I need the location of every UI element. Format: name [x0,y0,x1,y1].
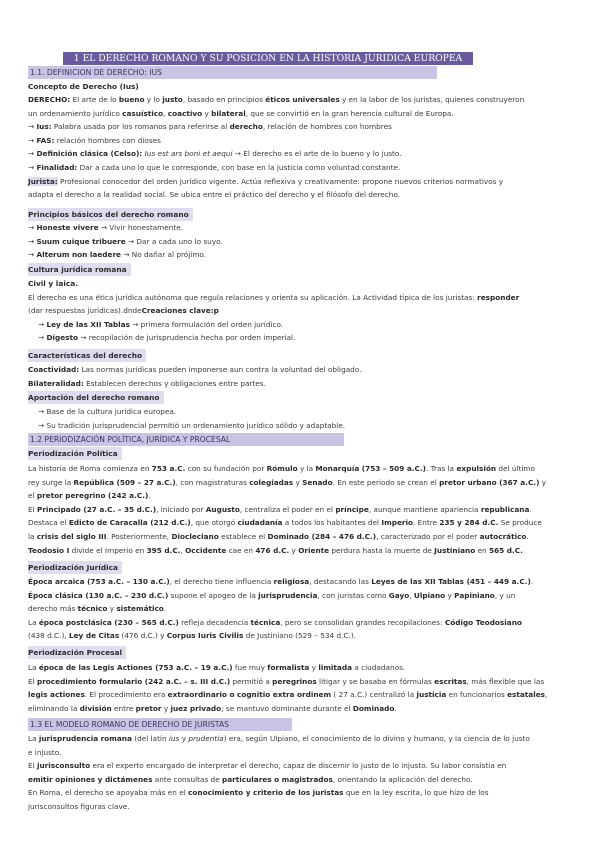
modelo-line-3: El jurisconsulto era el experto encargado de interpretar el derecho, capaz de discernir lo justo de lo injusto. Su labor consistía en [28,761,507,771]
derecho-definition-line-2: un ordenamiento jurídico casuístico, coactivo y bilateral, que se convirtió en la gran herencia cultural de Europa. [28,108,454,118]
principios-list [28,221,574,262]
juridica-line-1: Época arcaica (753 a.C. – 130 a.C.), el derecho tiene influencia religiosa, destacando las Leyes de las XII Tablas (451 – 449 a.C.). [28,577,534,586]
cultura-body [28,277,574,345]
section-1-3-heading: 1.3 EL MODELO ROMANO DE DERECHO DE JURISTAS [28,718,292,731]
politica-line-1: La historia de Roma comienza en 753 a.C. con su fundación por Rómulo y la Monarquía (753 – 509 a.C.). Tras la expulsión del último [28,464,535,473]
juridica-line-5: (438 d.C.), Ley de Citas (476 d.C.) y Corpus Iuris Civilis de Justiniano (529 – 534 d.C.). [28,631,357,641]
politica-line-4: El Principado (27 a.C. – 35 d.C.), iniciado por Augusto, centraliza el poder en el príncipe, aunque mantiene apariencia republicana. [28,504,532,514]
concepto-heading: Concepto de Derecho (Ius) [28,82,139,91]
procesal-body [28,661,574,715]
finalidad-line: → Finalidad: Dar a cada uno lo que le corresponde, con base en la justicia como voluntad constante. [28,162,401,172]
juridica-body [28,575,574,643]
aportacion-line-1: → Base de la cultura jurídica europea. [38,407,177,416]
aportacion-heading: Aportación del derecho romano [28,391,164,404]
politica-line-2: rey surge la República (509 – 27 a.C.), con magistraturas colegiadas y Senado. En este periodo se crean el pretor urbano (367 a.C.) y [28,477,547,487]
coactividad-line: Coactividad: Las normas jurídicas pueden imponerse aun contra la voluntad del obligado. [28,365,362,374]
cultura-line-2: (dar respuestas jurídicas).dndeCreaciones clave:p [28,306,219,316]
juridica-line-3: derecho más técnico y sistemático. [28,604,167,614]
cultura-heading: Cultura jurídica romana [28,263,131,276]
creacion-digesto: → Digesto → recopilación de jurisprudencia hecha por orden imperial. [38,333,296,343]
politica-heading: Periodización Política [28,447,122,460]
concepto-body [28,93,574,202]
cultura-line-1: El derecho es una ética jurídica autónoma que regula relaciones y orienta su aplicación. La Actividad típica de los juristas: responder [28,292,520,302]
caracteristicas-heading: Características del derecho [28,349,146,362]
juridica-heading: Periodización Jurídica [28,561,122,574]
document-title: 1 EL DERECHO ROMANO Y SU POSICION EN LA HISTORIA JURIDICA EUROPEA [63,52,473,65]
modelo-line-5: En Roma, el derecho se apoyaba más en el conocimiento y criterio de los juristas que en la ley escrita, lo que hizo de los [28,788,489,798]
section-1-1-heading: 1.1. DEFINICION DE DERECHO: IUS [28,66,437,79]
politica-line-5: Destaca el Edicto de Caracalla (212 d.C.), que otorgó ciudadanía a todos los habitantes del Imperio. Entre 235 y 284 d.C. Se produce [28,518,542,528]
principios-heading: Principios básicos del derecho romano [28,208,193,221]
ius-line: → Ius: Palabra usada por los romanos para referirse al derecho, relación de hombres con hombres [28,122,392,132]
modelo-line-4: emitir opiniones y dictámenes ante consultas de particulares o magistrados, orientando la aplicación del derecho. [28,774,473,784]
procesal-line-2: El procedimiento formulario (242 a.C. – s. III d.C.) permitió a peregrinos litigar y se basaba en fórmulas escritas, más flexible que las [28,676,545,686]
principio-item: → Suum cuique tribuere → Dar a cada uno lo suyo. [28,236,223,246]
jurista-line-1: Jurista: Profesional conocedor del orden jurídico vigente. Actúa reflexiva y creativamente: propone nuevos criterios normativos y [28,176,504,186]
section-1-2-heading: 1.2 PERIODIZACIÓN POLÍTICA, JURÍDICA Y PROCESAL [28,433,344,446]
modelo-line-6: jurisconsultos figuras clave. [28,801,130,811]
politica-body [28,462,574,557]
modelo-line-1: La jurisprudencia romana (del latín ius y prudentia) era, según Ulpiano, el conocimiento de lo divino y humano, y la ciencia de lo justo [28,734,530,743]
procesal-line-3: legis actiones. El procedimiento era extraordinario o cognitio extra ordinem ( 27 a.C.) centralizó la justicia en funcionarios estatales, [28,690,548,700]
fas-line: → FAS: relación hombres con dioses [28,135,161,145]
principio-item: → Alterum non laedere → No dañar al prójimo. [28,250,207,260]
juridica-line-2: Época clásica (130 a.C. – 230 d.C.) supone el apogeo de la jurisprudencia, con juristas como Gayo, Ulpiano y Papiniano, y un [28,590,516,600]
creacion-ley-xii-tablas: → Ley de las XII Tablas → primera formulación del orden jurídico. [38,319,284,329]
juridica-line-4: La época postclásica (230 – 565 d.C.) refleja decadencia técnica, pero se consolidan grandes recopilaciones: Código Teodosiano [28,617,522,627]
principio-item: → Honeste vivere → Vivir honestamente. [28,223,184,232]
caracteristicas-body [28,363,574,390]
cultura-civil: Civil y laica. [28,279,79,288]
celso-line: → Definición clásica (Celso): Ius est ars boni et aequi → El derecho es el arte de lo bueno y lo justo. [28,149,402,159]
derecho-definition-line-1: DERECHO: El arte de lo bueno y lo justo, basado en principios éticos universales y en la labor de los juristas, quienes construyeron [28,95,525,104]
procesal-line-1: La época de las Legis Actiones (753 a.C. – 19 a.C.) fue muy formalista y limitada a ciudadanos. [28,663,406,672]
aportacion-line-2: → Su tradición jurisprudencial permitió un ordenamiento jurídico sólido y adaptable. [38,420,346,430]
bilateralidad-line: Bilateralidad: Establecen derechos y obligaciones entre partes. [28,378,266,388]
aportacion-body [28,405,574,432]
politica-line-3: el pretor peregrino (242 a.C.). [28,491,151,501]
politica-line-7: Teodosio I divide el Imperio en 395 d.C., Occidente cae en 476 d.C. y Oriente perdura hasta la muerte de Justiniano en 565 d.C. [28,545,523,555]
modelo-line-2: e injusto. [28,747,62,757]
procesal-line-4: eliminando la división entre pretor y juez privado; se mantuvo dominante durante el Dominado. [28,703,397,713]
modelo-body [28,732,574,814]
jurista-line-2: adapta el derecho a la realidad social. Se ubica entre el práctico del derecho y el filósofo del derecho. [28,190,401,200]
politica-line-6: la crisis del siglo III. Posteriormente, Diocleciano establece el Dominado (284 – 476 d.C.), caracterizado por el poder autocrático. [28,531,529,541]
procesal-heading: Periodización Procesal [28,646,126,659]
